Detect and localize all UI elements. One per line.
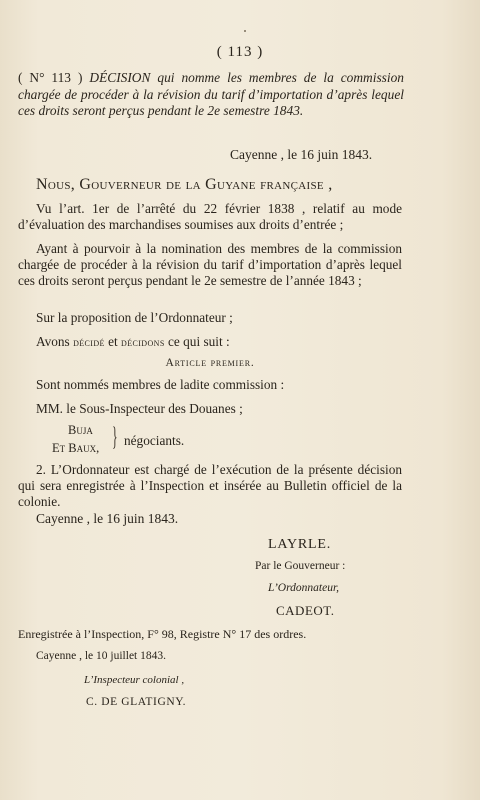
avons-et: et	[104, 334, 122, 349]
paragraph-mm: MM. le Sous-Inspecteur des Douanes ;	[36, 401, 243, 416]
member-buja: Buja	[68, 423, 93, 437]
decision-title: qui nomme les membres de la commission chargée de procéder à la révision du tarif d’importation d’après lequel ces droits seront perçus pendant le 2e semestre 1843.	[18, 70, 404, 118]
decision-word: DÉCISION	[89, 70, 151, 85]
decision-number: ( N° 113 )	[18, 70, 83, 85]
brace-glyph: }	[112, 422, 118, 451]
avons-decide: décidé	[73, 335, 105, 349]
paragraph-sur: Sur la proposition de l’Ordonnateur ;	[36, 310, 233, 325]
registration-name: C. DE GLATIGNY.	[86, 696, 187, 708]
paragraph-article-2: 2. L’Ordonnateur est chargé de l’exécution de la présente décision qui sera enregistrée à l’Inspection et insérée au Bulletin officiel de la colonie.	[18, 462, 402, 509]
nous-gouverneur-line: Nous, Gouverneur de la Guyane française ,	[36, 176, 333, 193]
avons-end: ce qui suit :	[164, 334, 230, 349]
avons-start: Avons	[36, 334, 74, 349]
registration-text: Enregistrée à l’Inspection, F° 98, Registre N° 17 des ordres.	[18, 627, 307, 641]
registration-date: Cayenne , le 10 juillet 1843.	[36, 650, 166, 662]
signature-role: L’Ordonnateur,	[268, 582, 340, 594]
registration-role: L’Inspecteur colonial ,	[84, 674, 185, 686]
avons-decidons: décidons	[121, 335, 165, 349]
negociants-label: négociants.	[124, 433, 185, 448]
signature-par: Par le Gouverneur :	[255, 560, 346, 572]
signature-name-2: CADEOT.	[276, 603, 335, 618]
decision-heading	[18, 70, 404, 120]
page-mark	[244, 30, 246, 32]
paragraph-sont: Sont nommés membres de ladite commission :	[36, 377, 285, 392]
paragraph-vu: Vu l’art. 1er de l’arrêté du 22 février 1838 , relatif au mode d’évaluation des marchandises soumises aux droits d’entrée ;	[18, 201, 402, 232]
place-date-top: Cayenne , le 16 juin 1843.	[230, 147, 373, 162]
place-date-bottom: Cayenne , le 16 juin 1843.	[36, 511, 179, 526]
page-number: ( 113 )	[216, 44, 264, 60]
member-baux: Et Baux,	[52, 441, 100, 455]
article-heading: Article premier.	[165, 357, 255, 369]
signature-name: LAYRLE.	[268, 537, 332, 552]
paragraph-ayant: Ayant à pourvoir à la nomination des membres de la commission chargée de procéder à la révision du tarif d’importation d’après lequel ces droits seront perçus pendant le 2e semestre de l’année 1843 ;	[18, 241, 402, 288]
paragraph-avons	[36, 334, 230, 350]
